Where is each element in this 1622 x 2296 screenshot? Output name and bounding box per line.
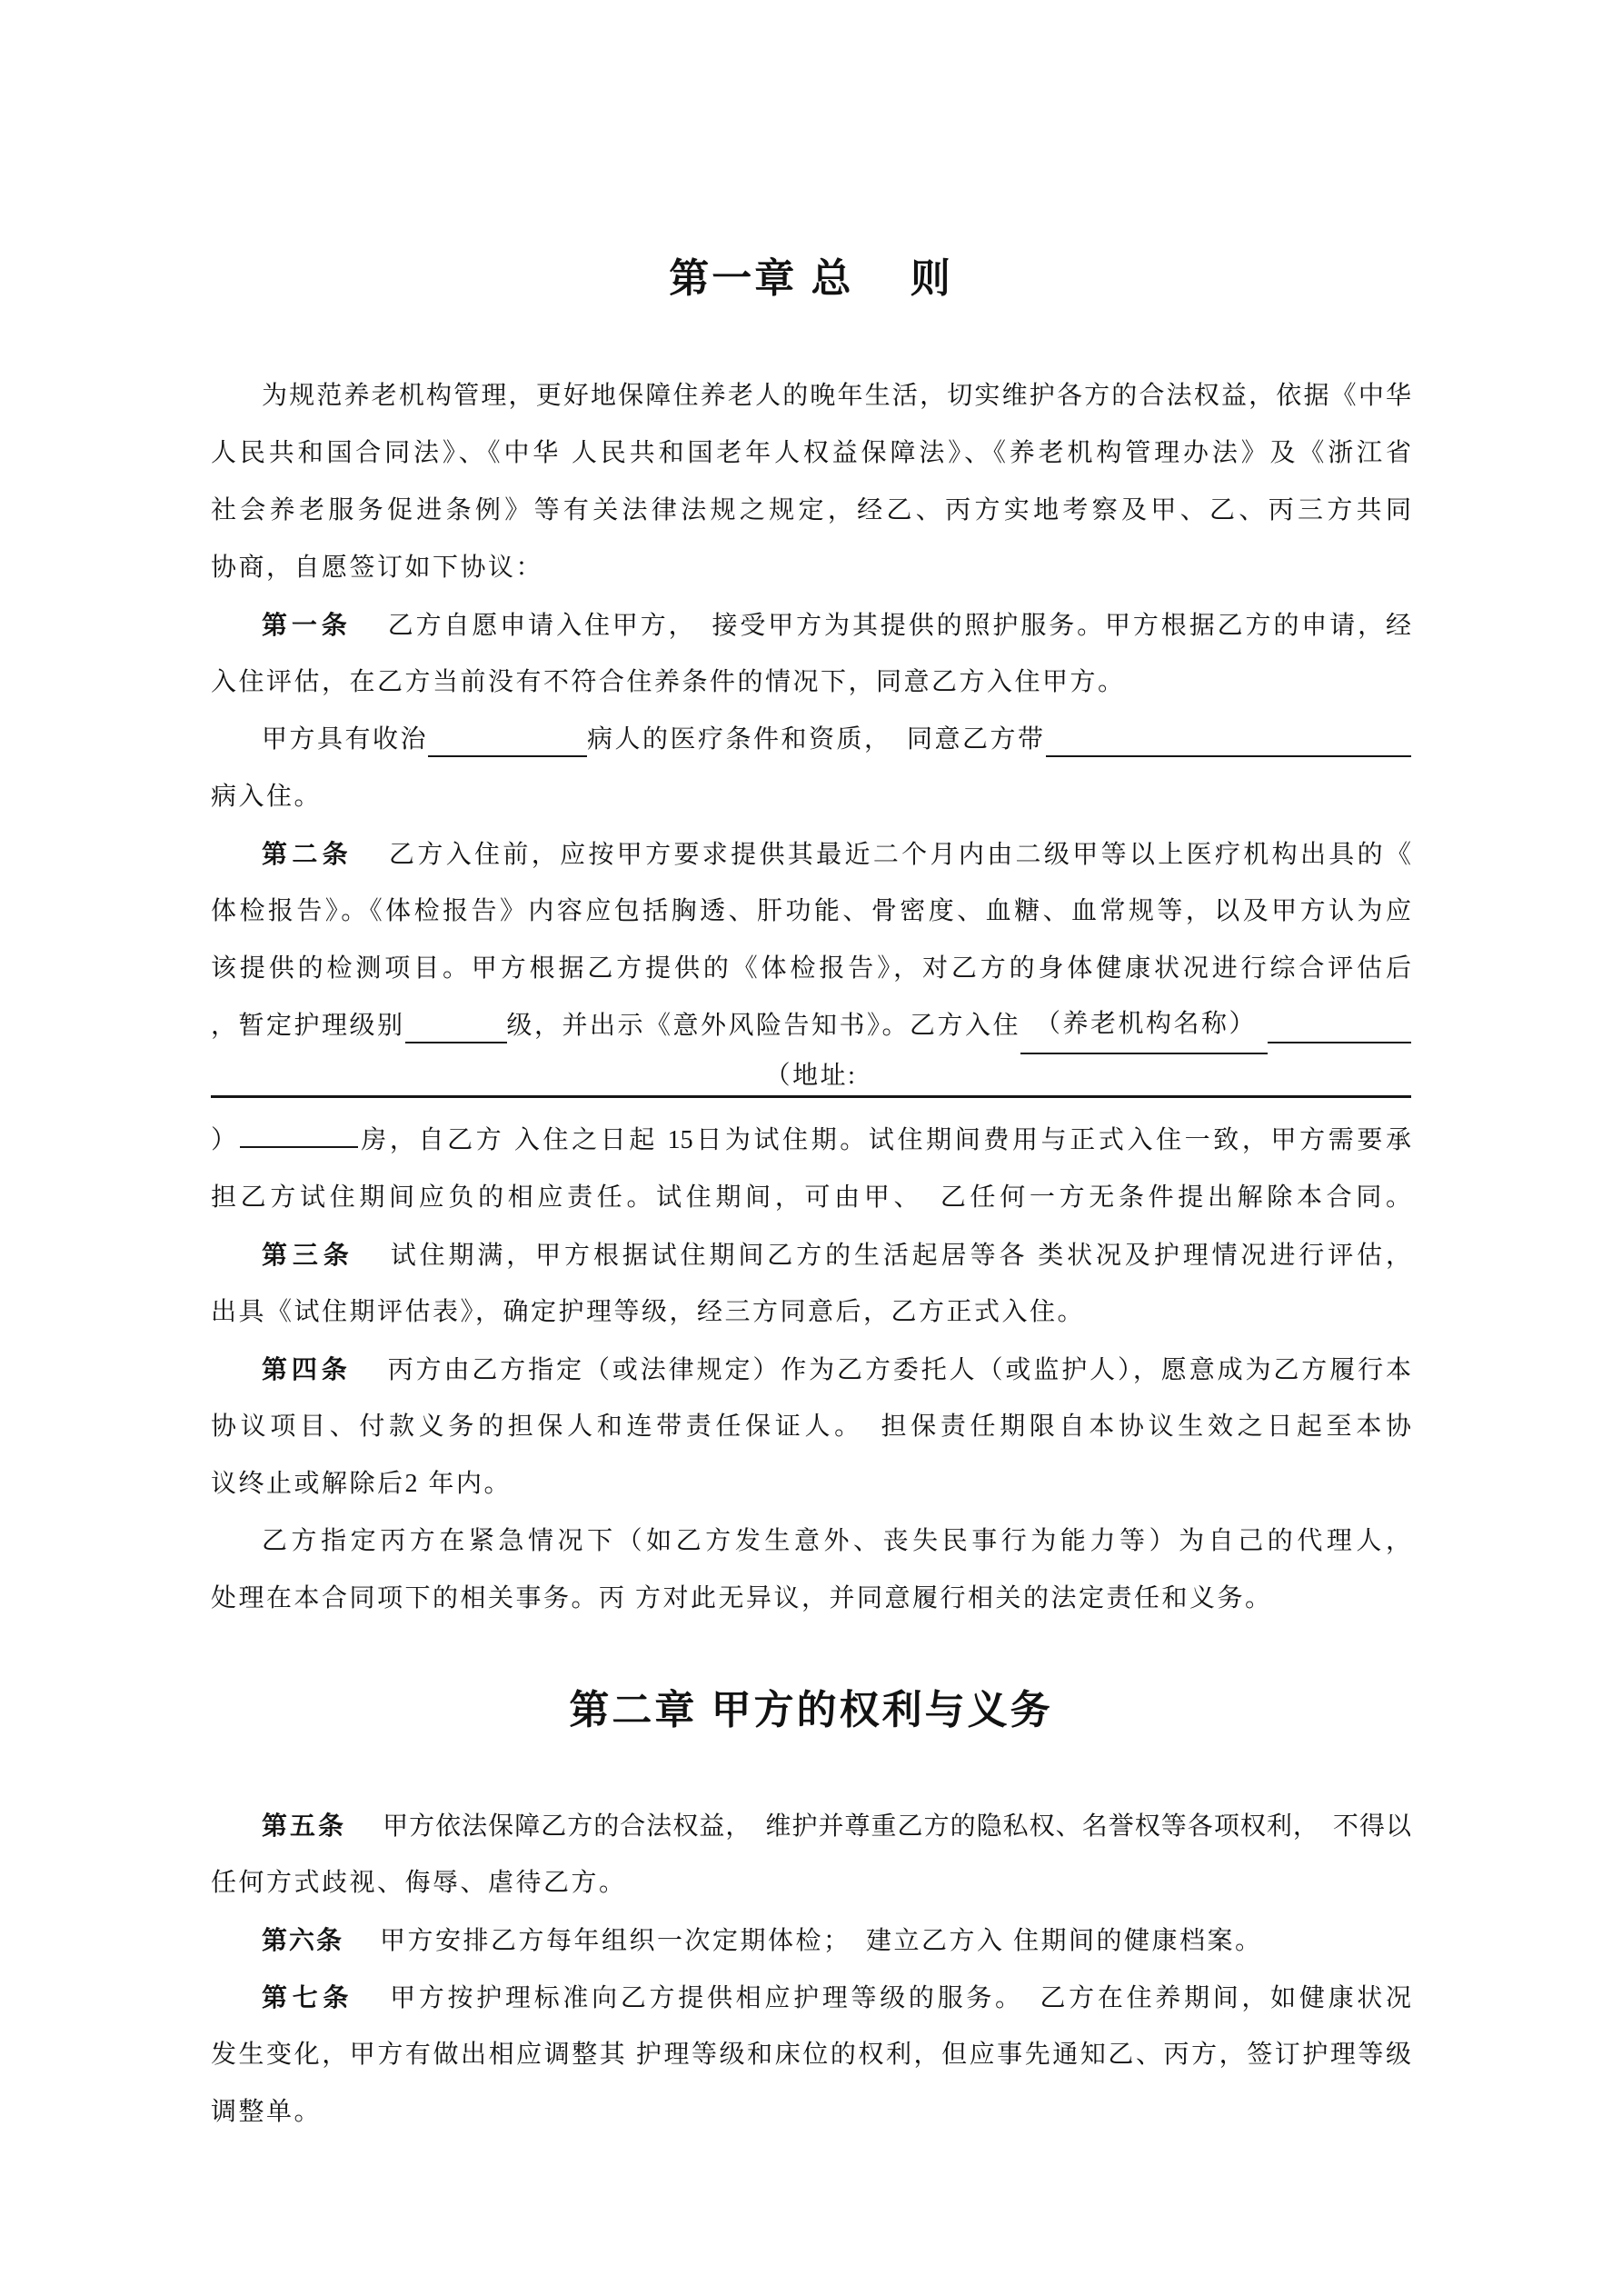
clause-6-label: 第六条	[262, 1926, 344, 1954]
care-level-blank-field	[405, 1042, 507, 1043]
text-run: 乙方指定丙方在紧急情况下（如乙方发生意外、丧失民事行为能力等）为自己的代理人，	[262, 1527, 1411, 1555]
text-run: 发生变化，甲方有做出相应调整其 护理等级和床位的权利，但应事先通知乙、丙方，签订护理等级	[211, 2041, 1411, 2069]
room-blank-line	[211, 1112, 1411, 1169]
chapter2-title: 第二章 甲方的权利与义务	[569, 1688, 1053, 1732]
chapter1-title: 第一章 总 则	[669, 256, 953, 301]
care-level-blank-line	[211, 997, 1411, 1054]
trial-period-line	[211, 1169, 1411, 1226]
institution-name-blank-field: （养老机构名称）	[1020, 995, 1268, 1054]
text-run: 议终止或解除后2 年内。	[211, 1470, 512, 1498]
clause-5-label: 第五条	[262, 1812, 347, 1840]
clause-5-line-2	[211, 1854, 1411, 1912]
text-run: 甲方安排乙方每年组织一次定期体检； 建立乙方入 住期间的健康档案。	[380, 1927, 1263, 1955]
clause-1-label: 第一条	[262, 611, 352, 639]
clause-2-line-2	[211, 883, 1411, 940]
clause-6-line-1	[211, 1912, 1411, 1969]
text-run: 社会养老服务促进条例》等有关法律法规之规定，经乙、丙方实地考察及甲、乙、丙三方共同	[211, 496, 1411, 524]
clause-2-label: 第二条	[262, 840, 353, 868]
text-run: 体检报告》。《体检报告》内容应包括胸透、肝功能、骨密度、血糖、血常规等，以及甲方认为应	[211, 897, 1411, 925]
intro-line-2	[211, 424, 1411, 482]
clause-3-label: 第三条	[262, 1241, 354, 1269]
text-run: 调整单。	[211, 2098, 323, 2126]
text-run: 病入住。	[211, 783, 323, 811]
text-run: 级，并出示《意外风险告知书》。乙方入住	[506, 1012, 1021, 1040]
intro-line-3	[211, 482, 1411, 539]
clause-2-line-1	[211, 825, 1411, 883]
text-run: 入住评估，在乙方当前没有不符合住养条件的情况下，同意乙方入住甲方。	[211, 668, 1126, 696]
clause-2-line-3	[211, 940, 1411, 997]
clause-3-line-2	[211, 1283, 1411, 1341]
clause-4-line-2	[211, 1398, 1411, 1455]
text-run: 乙方自愿申请入住甲方， 接受甲方为其提供的照护服务。甲方根据乙方的申请，经	[387, 612, 1411, 640]
text-run: ，暂定护理级别	[211, 1012, 405, 1040]
text-run: 丙方由乙方指定（或法律规定）作为乙方委托人（或监护人），愿意成为乙方履行本	[387, 1356, 1411, 1384]
text-run: 房，自乙方 入住之日起 15日为试住期。试住期间费用与正式入住一致，甲方需要承	[357, 1126, 1411, 1154]
institution-name-blank-tail	[1268, 1042, 1411, 1043]
text-run: 协商，自愿签订如下协议：	[211, 554, 544, 582]
admission-blank-line-2	[211, 768, 1411, 825]
clause-7-line-2	[211, 2026, 1411, 2083]
text-run: ）	[211, 1126, 240, 1154]
clause-7-line-3	[211, 2083, 1411, 2141]
text-run: 该提供的检测项目。甲方根据乙方提供的《体检报告》，对乙方的身体健康状况进行综合评估后	[211, 954, 1411, 983]
text-run: 乙方入住前，应按甲方要求提供其最近二个月内由二级甲等以上医疗机构出具的《	[389, 841, 1411, 869]
clause-4-line-3	[211, 1455, 1411, 1512]
text-run: 任何方式歧视、侮辱、虐待乙方。	[211, 1869, 627, 1897]
text-run: 人民共和国合同法》、《中华 人民共和国老年人权益保障法》、《养老机构管理办法》及《浙江省	[211, 439, 1411, 467]
clause-1-line-2	[211, 654, 1411, 711]
text-run: 协议项目、付款义务的担保人和连带责任保证人。 担保责任期限自本协议生效之日起至本协	[211, 1413, 1411, 1441]
text-run: 甲方按护理标准向乙方提供相应护理等级的服务。 乙方在住养期间，如健康状况	[390, 1984, 1411, 2012]
address-label: （地址:	[764, 1062, 858, 1090]
agent-line-2	[211, 1570, 1411, 1627]
clause-4-line-1	[211, 1341, 1411, 1398]
text-run: 病人的医疗条件和资质， 同意乙方带	[587, 725, 1046, 754]
text-run: 试住期满，甲方根据试住期间乙方的生活起居等各 类状况及护理情况进行评估，	[390, 1242, 1411, 1270]
text-run: 处理在本合同项下的相关事务。丙 方对此无异议，并同意履行相关的法定责任和义务。	[211, 1584, 1273, 1612]
clause-7-label: 第七条	[262, 1983, 354, 2011]
illness-blank-field	[1046, 755, 1411, 757]
clause-4-label: 第四条	[262, 1355, 352, 1383]
admission-blank-line	[211, 711, 1411, 768]
clause-1-line-1	[211, 596, 1411, 654]
intro-line-4	[211, 539, 1411, 596]
text-run: 担乙方试住期间应负的相应责任。试住期间，可由甲、 乙任何一方无条件提出解除本合同。	[211, 1183, 1411, 1212]
clause-7-line-1	[211, 1969, 1411, 2026]
text-run: 甲方具有收治	[262, 725, 429, 754]
intro-line-1	[211, 367, 1411, 424]
clause-5-line-1	[211, 1797, 1411, 1854]
text-run: 出具《试住期评估表》，确定护理等级，经三方同意后，乙方正式入住。	[211, 1298, 1086, 1326]
clause-3-line-1	[211, 1226, 1411, 1283]
room-number-blank-field	[240, 1128, 358, 1148]
text-run: 甲方依法保障乙方的合法权益， 维护并尊重乙方的隐私权、名誉权等各项权利， 不得以	[383, 1812, 1411, 1841]
patient-type-blank-field	[428, 755, 587, 757]
agent-line-1	[211, 1512, 1411, 1570]
address-blank-line	[211, 1054, 1411, 1098]
text-run: 为规范养老机构管理，更好地保障住养老人的晚年生活，切实维护各方的合法权益，依据《中华	[262, 382, 1411, 410]
